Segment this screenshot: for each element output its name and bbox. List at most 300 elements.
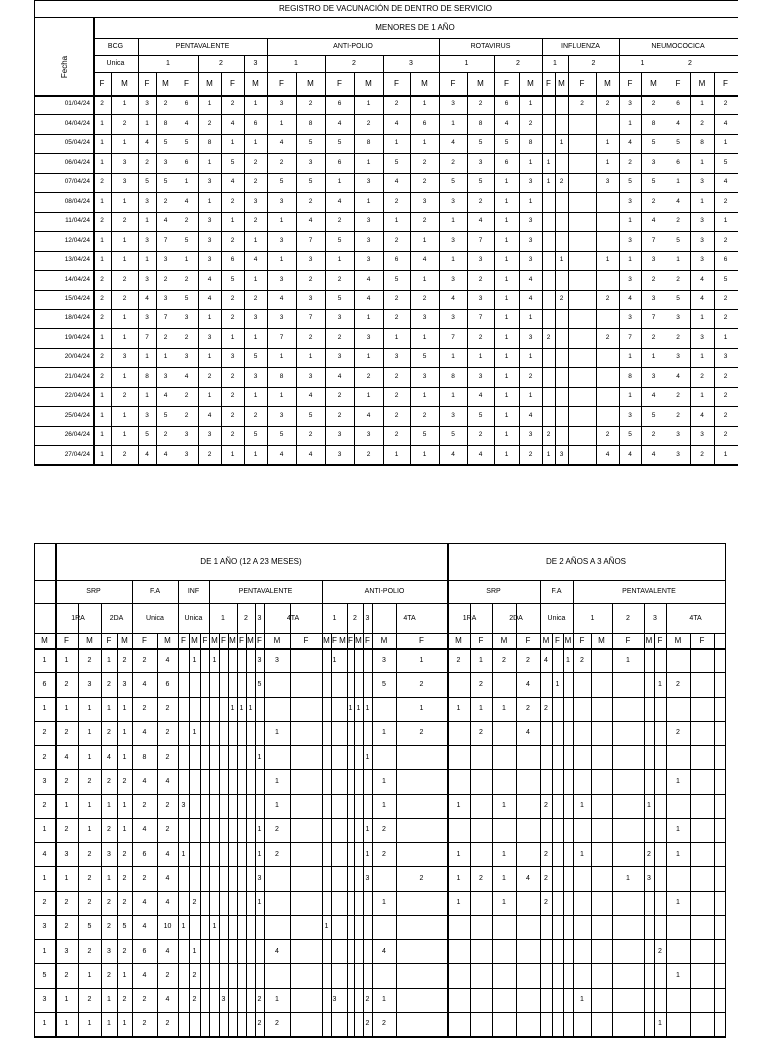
cell-value: 3 — [676, 431, 680, 439]
cell-value: 1 — [122, 753, 127, 761]
cell-value: 1 — [366, 314, 371, 322]
cell-value: 3 — [647, 874, 651, 882]
cell-value: 2 — [544, 874, 548, 882]
cell-value: 2 — [207, 119, 212, 127]
cell-value: 1 — [212, 656, 217, 664]
cell-value: 1 — [628, 217, 632, 225]
cell-value: 3 — [528, 178, 533, 186]
dose-header-11: 1 — [640, 60, 645, 67]
cell-value: 1 — [87, 826, 92, 834]
cell-value: 1 — [504, 314, 509, 322]
cell-value: 2 — [145, 158, 149, 166]
dose-header-8: 1 — [332, 614, 337, 622]
cell-value: 1 — [248, 705, 253, 713]
cell-value: 2 — [526, 705, 530, 713]
cell-value: 1 — [504, 256, 509, 264]
cell-value: 5 — [145, 178, 149, 186]
cell-value: 2 — [528, 372, 533, 380]
cell-value: 2 — [546, 431, 551, 439]
cell-value: 2 — [184, 275, 189, 283]
cell-value: 1 — [366, 100, 371, 108]
cell-value: 5 — [628, 178, 632, 186]
row-date: 01/04/24 — [64, 100, 90, 108]
cell-value: 1 — [207, 314, 212, 322]
row-date: 07/04/24 — [64, 178, 90, 186]
bottom-table-sex-divider — [228, 633, 229, 1037]
cell-value: 2 — [163, 431, 168, 439]
cell-value: 1 — [348, 705, 353, 713]
cell-value: 2 — [544, 705, 548, 713]
cell-value: 2 — [142, 802, 147, 810]
dose-header-4: 1 — [294, 60, 298, 67]
cell-value: 4 — [207, 411, 212, 419]
cell-value: 7 — [308, 236, 313, 244]
dose-header-15: 1 — [590, 614, 595, 622]
cell-value: 2 — [700, 372, 704, 380]
row-date: 19/04/24 — [64, 333, 90, 341]
sex-header-17: M — [527, 78, 534, 88]
vaccine-header-1: F.A — [149, 588, 161, 595]
cell-value: 4 — [478, 217, 483, 225]
cell-value: 1 — [100, 139, 104, 147]
cell-value: 2 — [100, 314, 104, 322]
cell-value: 7 — [451, 333, 455, 341]
dose-header-5: 2 — [244, 614, 248, 622]
cell-value: 8 — [279, 372, 284, 380]
cell-value: 1 — [257, 826, 262, 834]
sex-header-35: F — [625, 635, 631, 645]
cell-value: 5 — [184, 294, 189, 302]
cell-value: 1 — [42, 1020, 47, 1028]
cell-value: 1 — [184, 178, 189, 186]
cell-value: 2 — [723, 411, 728, 419]
cell-value: 3 — [628, 314, 632, 322]
cell-value: 8 — [366, 139, 371, 147]
cell-value: 1 — [478, 353, 483, 361]
cell-value: 2 — [42, 899, 47, 907]
cell-value: 2 — [275, 826, 279, 834]
cell-value: 3 — [253, 197, 258, 205]
cell-value: 3 — [122, 178, 127, 186]
cell-value: 7 — [145, 333, 149, 341]
cell-value: 4 — [142, 729, 147, 737]
sex-header-28: M — [500, 635, 508, 645]
cell-value: 3 — [366, 256, 371, 264]
sex-header-13: M — [421, 78, 428, 88]
cell-value: 3 — [337, 353, 342, 361]
cell-value: 2 — [165, 753, 170, 761]
cell-value: 6 — [504, 100, 509, 108]
cell-value: 1 — [394, 217, 399, 225]
sex-header-39: F — [699, 635, 705, 645]
cell-value: 1 — [504, 236, 509, 244]
cell-value: 1 — [122, 1020, 127, 1028]
cell-value: 1 — [456, 802, 461, 810]
dose-header-6: 3 — [409, 60, 413, 67]
cell-value: 1 — [181, 850, 186, 858]
cell-value: 3 — [207, 178, 212, 186]
cell-value: 5 — [279, 431, 284, 439]
cell-value: 1 — [676, 256, 680, 264]
cell-value: 2 — [394, 197, 399, 205]
cell-value: 1 — [257, 753, 262, 761]
cell-value: 4 — [42, 850, 47, 858]
cell-value: 2 — [107, 729, 111, 737]
cell-value: 1 — [181, 923, 186, 931]
cell-value: 2 — [253, 411, 258, 419]
sex-header-8: M — [191, 635, 198, 645]
cell-value: 1 — [502, 899, 506, 907]
cell-value: 1 — [279, 217, 284, 225]
cell-value: 2 — [394, 294, 399, 302]
cell-value: 3 — [122, 158, 127, 166]
cell-value: 6 — [676, 158, 680, 166]
cell-value: 2 — [165, 729, 170, 737]
cell-value: 3 — [628, 197, 632, 205]
cell-value: 5 — [478, 411, 483, 419]
cell-value: 1 — [279, 256, 284, 264]
cell-value: 8 — [528, 139, 533, 147]
cell-value: 8 — [145, 372, 149, 380]
cell-value: 7 — [279, 333, 284, 341]
cell-value: 4 — [451, 450, 455, 458]
cell-value: 2 — [87, 777, 92, 785]
sex-header-16: F — [504, 78, 509, 88]
cell-value: 10 — [163, 923, 172, 931]
cell-value: 2 — [528, 450, 533, 458]
cell-value: 2 — [419, 680, 424, 688]
cell-value: 3 — [337, 314, 342, 322]
cell-value: 1 — [337, 256, 342, 264]
cell-value: 1 — [122, 139, 127, 147]
cell-value: 6 — [165, 680, 170, 688]
cell-value: 4 — [163, 392, 168, 400]
cell-value: 1 — [451, 256, 455, 264]
cell-value: 1 — [230, 139, 235, 147]
cell-value: 3 — [366, 333, 371, 341]
dose-header-7: 1 — [464, 60, 469, 67]
row-date: 11/04/24 — [65, 217, 90, 225]
cell-value: 2 — [192, 971, 197, 979]
cell-value: 2 — [422, 411, 427, 419]
cell-value: 1 — [87, 802, 92, 810]
cell-value: 1 — [184, 256, 189, 264]
cell-value: 1 — [422, 392, 427, 400]
cell-value: 4 — [142, 971, 147, 979]
cell-value: 1 — [504, 372, 509, 380]
cell-value: 1 — [365, 850, 370, 858]
cell-value: 4 — [165, 899, 170, 907]
row-date: 20/04/24 — [64, 353, 90, 361]
cell-value: 2 — [87, 947, 92, 955]
cell-value: 2 — [382, 826, 386, 834]
cell-value: 2 — [184, 217, 189, 225]
cell-value: 2 — [382, 1020, 386, 1028]
cell-value: 3 — [422, 197, 427, 205]
cell-value: 1 — [324, 923, 329, 931]
cell-value: 2 — [382, 850, 386, 858]
cell-value: 1 — [626, 874, 630, 882]
cell-value: 1 — [275, 996, 279, 1004]
cell-value: 2 — [546, 333, 551, 341]
cell-value: 1 — [528, 197, 533, 205]
cell-value: 2 — [308, 275, 313, 283]
cell-value: 3 — [308, 256, 313, 264]
cell-value: 1 — [100, 411, 104, 419]
cell-value: 3 — [422, 372, 427, 380]
cell-value: 2 — [478, 333, 483, 341]
cell-value: 2 — [580, 656, 584, 664]
cell-value: 6 — [504, 158, 509, 166]
cell-value: 2 — [419, 874, 424, 882]
cell-value: 5 — [163, 178, 168, 186]
cell-value: 4 — [723, 119, 728, 127]
cell-value: 5 — [230, 275, 235, 283]
cell-value: 2 — [394, 411, 399, 419]
cell-value: 3 — [253, 372, 258, 380]
cell-value: 4 — [165, 656, 170, 664]
cell-value: 5 — [163, 411, 168, 419]
cell-value: 1 — [456, 899, 461, 907]
cell-value: 3 — [275, 656, 279, 664]
cell-value: 2 — [122, 996, 127, 1004]
cell-value: 1 — [253, 333, 258, 341]
cell-value: 1 — [100, 450, 104, 458]
bottom-table-dose-divider — [644, 603, 645, 1037]
cell-value: 1 — [145, 119, 149, 127]
cell-value: 5 — [422, 431, 427, 439]
cell-value: 2 — [605, 333, 610, 341]
cell-value: 2 — [479, 874, 483, 882]
cell-value: 2 — [337, 392, 342, 400]
cell-value: 2 — [142, 874, 147, 882]
sex-header-5: M — [206, 78, 213, 88]
cell-value: 4 — [142, 777, 147, 785]
cell-value: 2 — [142, 996, 147, 1004]
cell-value: 3 — [478, 294, 483, 302]
cell-value: 3 — [279, 236, 284, 244]
cell-value: 2 — [651, 100, 656, 108]
cell-value: 5 — [676, 294, 680, 302]
cell-value: 1 — [122, 256, 127, 264]
cell-value: 2 — [122, 656, 127, 664]
cell-value: 1 — [207, 197, 212, 205]
sex-header-10: M — [211, 635, 218, 645]
cell-value: 2 — [253, 178, 258, 186]
cell-value: 4 — [628, 450, 632, 458]
cell-value: 2 — [676, 680, 680, 688]
cell-value: 2 — [605, 294, 610, 302]
cell-value: 4 — [700, 411, 704, 419]
cell-value: 2 — [279, 158, 284, 166]
cell-value: 1 — [528, 314, 533, 322]
cell-value: 1 — [308, 353, 313, 361]
cell-value: 4 — [528, 294, 533, 302]
sex-header-33: F — [579, 635, 585, 645]
cell-value: 4 — [366, 275, 371, 283]
cell-value: 2 — [253, 294, 258, 302]
cell-value: 3 — [700, 256, 704, 264]
cell-value: 1 — [580, 802, 584, 810]
cell-value: 4 — [478, 392, 483, 400]
cell-value: 2 — [366, 372, 371, 380]
cell-value: 1 — [64, 705, 69, 713]
cell-value: 2 — [163, 333, 168, 341]
cell-value: 2 — [580, 100, 584, 108]
cell-value: 2 — [502, 656, 506, 664]
cell-value: 4 — [366, 294, 371, 302]
cell-value: 2 — [230, 431, 235, 439]
sex-header-15: M — [477, 78, 484, 88]
cell-value: 5 — [676, 139, 680, 147]
row-date: 08/04/24 — [64, 197, 90, 205]
cell-value: 3 — [207, 236, 212, 244]
cell-value: 1 — [257, 899, 262, 907]
cell-value: 2 — [651, 275, 656, 283]
cell-value: 1 — [422, 450, 427, 458]
dose-header-3: Unica — [184, 614, 203, 622]
cell-value: 1 — [502, 874, 506, 882]
cell-value: 1 — [366, 353, 371, 361]
dose-header-10: 2 — [591, 60, 596, 67]
dose-header-8: 2 — [516, 60, 520, 67]
cell-value: 3 — [230, 353, 235, 361]
cell-value: 2 — [723, 197, 728, 205]
cell-value: 2 — [165, 971, 170, 979]
cell-value: 4 — [605, 450, 610, 458]
vaccine-header-2: INF — [187, 588, 200, 595]
cell-value: 1 — [700, 353, 704, 361]
cell-value: 2 — [207, 450, 212, 458]
vaccine-header-4: ANTI-POLIO — [364, 588, 405, 595]
cell-value: 3 — [394, 353, 399, 361]
cell-value: 4 — [230, 119, 235, 127]
sex-header-18: F — [546, 78, 551, 88]
cell-value: 2 — [42, 753, 47, 761]
dose-header-1: 1 — [166, 60, 170, 67]
cell-value: 4 — [394, 178, 399, 186]
cell-value: 3 — [337, 431, 342, 439]
cell-value: 4 — [628, 294, 632, 302]
cell-value: 5 — [279, 178, 284, 186]
bottom-table-sex-divider — [200, 633, 201, 1037]
cell-value: 4 — [230, 178, 235, 186]
cell-value: 1 — [559, 256, 564, 264]
cell-value: 3 — [528, 236, 533, 244]
cell-value: 5 — [337, 236, 342, 244]
cell-value: 2 — [394, 100, 399, 108]
sex-header-11: F — [221, 635, 226, 645]
cell-value: 5 — [230, 158, 235, 166]
cell-value: 3 — [42, 923, 47, 931]
cell-value: 1 — [122, 333, 127, 341]
cell-value: 2 — [64, 729, 69, 737]
sex-header-20: F — [579, 78, 585, 88]
cell-value: 3 — [253, 314, 258, 322]
cell-value: 2 — [394, 236, 399, 244]
cell-value: 2 — [122, 874, 127, 882]
cell-value: 8 — [700, 139, 704, 147]
cell-value: 1 — [275, 729, 279, 737]
cell-value: 2 — [676, 729, 680, 737]
cell-value: 3 — [366, 431, 371, 439]
cell-value: 2 — [142, 656, 147, 664]
cell-value: 5 — [382, 680, 386, 688]
bottom-table-sex-divider — [591, 633, 592, 1037]
cell-value: 3 — [628, 275, 632, 283]
cell-value: 2 — [366, 119, 371, 127]
cell-value: 1 — [64, 996, 69, 1004]
sex-header-6: M — [164, 635, 171, 645]
cell-value: 1 — [479, 656, 483, 664]
cell-value: 1 — [546, 450, 551, 458]
cell-value: 5 — [163, 139, 168, 147]
cell-value: 2 — [723, 431, 728, 439]
cell-value: 5 — [651, 411, 656, 419]
cell-value: 5 — [42, 971, 47, 979]
sex-header-25: M — [698, 78, 706, 88]
cell-value: 1 — [504, 333, 509, 341]
cell-value: 2 — [230, 197, 235, 205]
vaccine-header-0: BCG — [107, 43, 124, 50]
dose-header-16: 2 — [626, 614, 630, 622]
cell-value: 2 — [122, 850, 127, 858]
cell-value: 3 — [478, 256, 483, 264]
cell-value: 1 — [419, 656, 424, 664]
cell-value: 1 — [122, 411, 127, 419]
dose-header-13: 2DA — [509, 614, 523, 622]
cell-value: 1 — [723, 217, 728, 225]
cell-value: 5 — [723, 158, 728, 166]
cell-value: 2 — [275, 1020, 279, 1028]
cell-value: 1 — [422, 275, 427, 283]
row-date: 25/04/24 — [64, 411, 90, 419]
cell-value: 1 — [100, 158, 104, 166]
cell-value: 4 — [700, 275, 704, 283]
cell-value: 1 — [87, 729, 92, 737]
cell-value: 2 — [651, 333, 656, 341]
cell-value: 4 — [165, 874, 170, 882]
cell-value: 1 — [279, 392, 284, 400]
dose-header-11: 4TA — [403, 614, 416, 622]
cell-value: 4 — [526, 874, 530, 882]
sex-header-1: F — [64, 635, 69, 645]
cell-value: 1 — [257, 850, 262, 858]
cell-value: 1 — [605, 158, 610, 166]
cell-value: 1 — [207, 392, 212, 400]
cell-value: 2 — [230, 314, 235, 322]
vaccine-header-3: ROTAVIRUS — [470, 43, 511, 50]
cell-value: 3 — [122, 353, 127, 361]
cell-value: 8 — [207, 139, 212, 147]
cell-value: 3 — [145, 197, 149, 205]
cell-value: 4 — [628, 139, 632, 147]
cell-value: 2 — [478, 197, 483, 205]
cell-value: 1 — [422, 333, 427, 341]
cell-value: 3 — [145, 314, 149, 322]
cell-value: 1 — [502, 850, 506, 858]
row-date: 18/04/24 — [64, 314, 90, 322]
cell-value: 1 — [700, 392, 704, 400]
cell-value: 2 — [122, 392, 127, 400]
cell-value: 2 — [64, 971, 69, 979]
cell-value: 4 — [165, 947, 170, 955]
cell-value: 1 — [394, 450, 399, 458]
cell-value: 3 — [145, 100, 149, 108]
cell-value: 2 — [559, 178, 564, 186]
cell-value: 7 — [308, 314, 313, 322]
cell-value: 2 — [122, 119, 127, 127]
